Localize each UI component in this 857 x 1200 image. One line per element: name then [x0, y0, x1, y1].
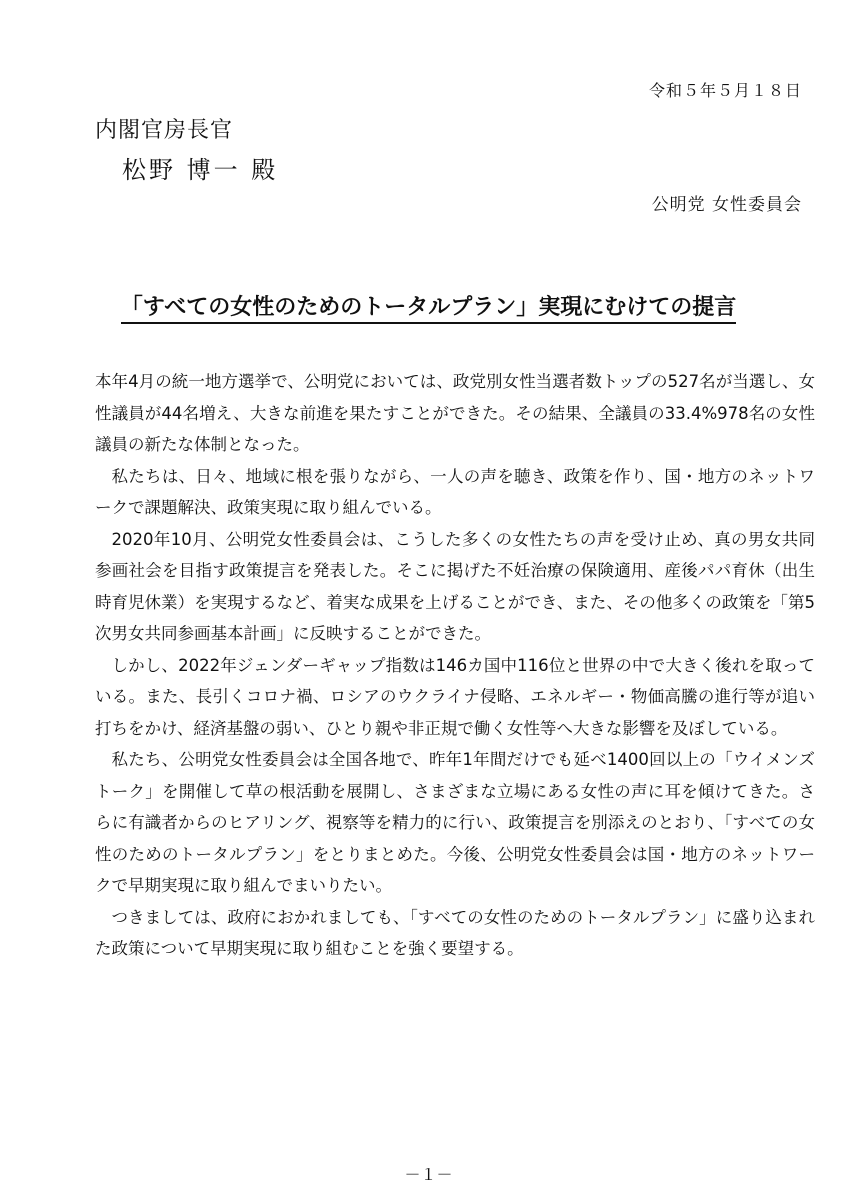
body-paragraph: 2020年10月、公明党女性委員会は、こうした多くの女性たちの声を受け止め、真の男女共同参画社会を目指す政策提言を発表した。そこに掲げた不妊治療の保険適用、産後パパ育休（出生時育児休業）を実現するなど、着実な成果を上げることができ、また、その他多くの政策を「第5次男女共同参画基本計画」に反映することができた。 [95, 529, 815, 643]
body-paragraph: 私たち、公明党女性委員会は全国各地で、昨年1年間だけでも延べ1400回以上の「ウイメンズトーク」を開催して草の根活動を展開し、さまざまな立場にある女性の声に耳を傾けてきた。さらに有識者からのヒアリング、視察等を精力的に行い、政策提言を別添えのとおり、「すべての女性のためのトータルプラン」をとりまとめた。今後、公明党女性委員会は国・地方のネットワークで早期実現に取り組んでまいりたい。 [95, 750, 815, 895]
document-body [95, 366, 815, 965]
document-title-text: 「すべての女性のためのトータルプラン」実現にむけての提言 [121, 295, 737, 324]
sender-organization: 公明党 女性委員会 [651, 195, 802, 215]
addressee-name: 松野 博一 殿 [122, 156, 279, 184]
body-paragraph: 私たちは、日々、地域に根を張りながら、一人の声を聴き、政策を作り、国・地方のネットワークで課題解決、政策実現に取り組んでいる。 [95, 466, 815, 517]
addressee-title: 内閣官房長官 [95, 118, 234, 143]
body-paragraph: 本年4月の統一地方選挙で、公明党においては、政党別女性当選者数トップの527名が当選し、女性議員が44名増え、大きな前進を果たすことができた。その結果、全議員の33.4%978名の女性議員の新たな体制となった。 [95, 372, 815, 454]
page-number: －１－ [404, 1165, 453, 1184]
document-date: 令和５年５月１８日 [648, 81, 802, 100]
body-paragraph: しかし、2022年ジェンダーギャップ指数は146カ国中116位と世界の中で大きく後れを取っている。また、長引くコロナ禍、ロシアのウクライナ侵略、エネルギー・物価高騰の進行等が追い打ちをかけ、経済基盤の弱い、ひとり親や非正規で働く女性等へ大きな影響を及ぼしている。 [95, 655, 815, 738]
body-paragraph: つきましては、政府におかれましても、「すべての女性のためのトータルプラン」に盛り込まれた政策について早期実現に取り組むことを強く要望する。 [95, 907, 815, 958]
document-title [0, 290, 857, 321]
